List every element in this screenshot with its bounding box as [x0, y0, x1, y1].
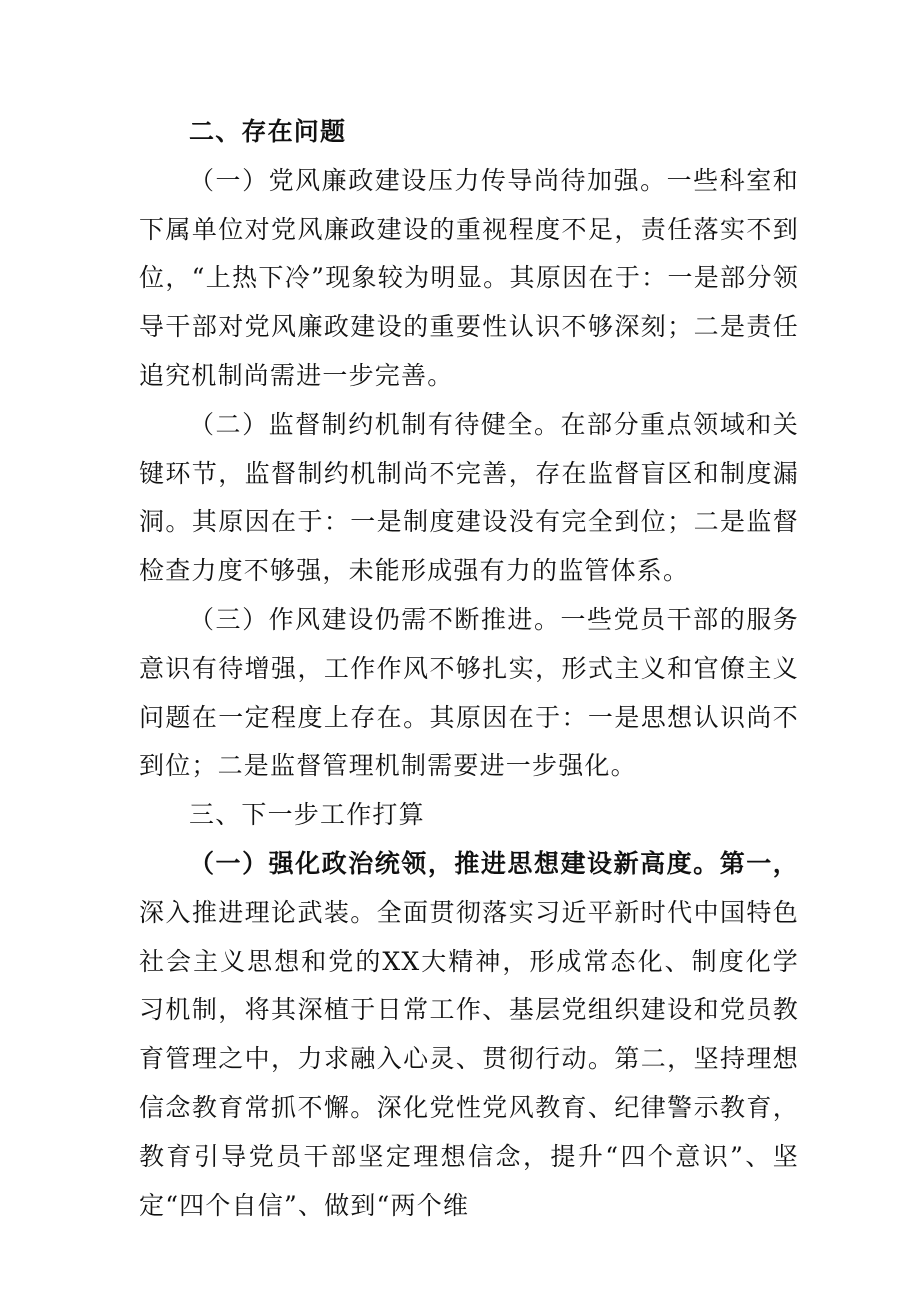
- section-heading-problems: 二、存在问题: [189, 117, 347, 146]
- paragraph-next-step-1: [139, 840, 799, 1230]
- paragraph-body-text: 深入推进理论武装。全面贯彻落实习近平新时代中国特色社会主义思想和党的XX大精神，形成常态化、制度化学习机制，将其深植于日常工作、基层党组织建设和党员教育管理之中，力求融入心灵、贯彻行动。第二，坚持理想信念教育常抓不懈。深化党性党风教育、纪律警示教育，教育引导党员干部坚定理想信念，提升“四个意识”、坚定“四个自信”、做到“两个维: [139, 897, 799, 1220]
- paragraph-lead-bold: （一）强化政治统领，推进思想建设新高度。第一，: [189, 848, 799, 878]
- paragraph-problem-2: （二）监督制约机制有待健全。在部分重点领域和关键环节，监督制约机制尚不完善，存在监督盲区和制度漏洞。其原因在于：一是制度建设没有完全到位；二是监督检查力度不够强，未能形成强有力的监管体系。: [139, 409, 799, 586]
- section-heading-next-steps: 三、下一步工作打算: [189, 800, 425, 830]
- paragraph-problem-1: （一）党风廉政建设压力传导尚待加强。一些科室和下属单位对党风廉政建设的重视程度不足，责任落实不到位，“上热下冷”现象较为明显。其原因在于：一是部分领导干部对党风廉政建设的重要性认识不够深刻；二是责任追究机制尚需进一步完善。: [139, 165, 799, 390]
- paragraph-problem-3: （三）作风建设仍需不断推进。一些党员干部的服务意识有待增强，工作作风不够扎实，形式主义和官僚主义问题在一定程度上存在。其原因在于：一是思想认识尚不到位；二是监督管理机制需要进一步强化。: [139, 604, 799, 781]
- document-body: [139, 108, 799, 1230]
